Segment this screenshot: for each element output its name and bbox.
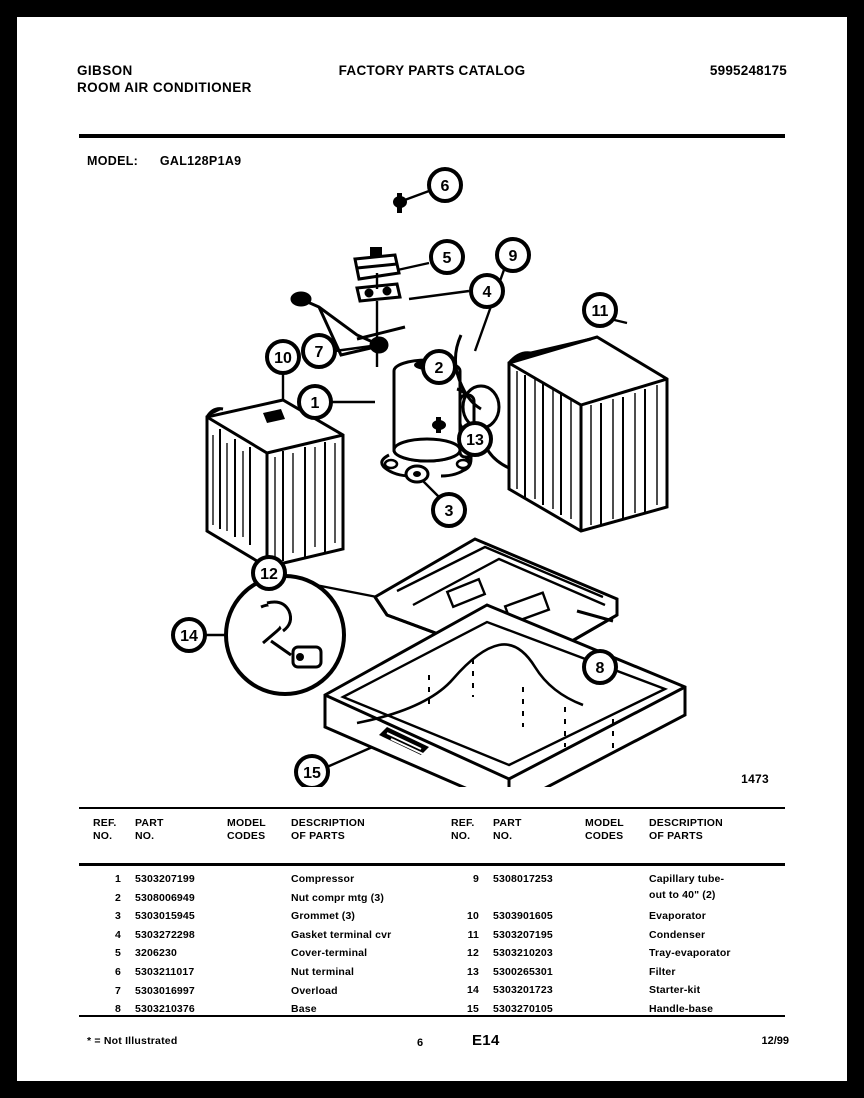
part-starter-kit-detail-bubble	[226, 576, 344, 694]
table-row	[437, 910, 785, 929]
parts-rows-right	[437, 873, 785, 1022]
cell-part-no: 5303901605	[493, 910, 553, 922]
cell-ref-no: 13	[467, 965, 479, 978]
column-header-model-codes: MODEL CODES	[227, 817, 266, 842]
table-row	[79, 985, 427, 1004]
svg-text:14: 14	[180, 628, 198, 645]
drawing-number: 1473	[741, 772, 769, 786]
svg-text:8: 8	[595, 660, 605, 677]
callout-3	[433, 494, 465, 526]
cell-part-no: 5303210376	[135, 1003, 195, 1016]
cell-description: Gasket terminal cvr	[291, 928, 392, 941]
column-header-ref-no: REF. NO.	[93, 817, 117, 842]
cell-ref-no: 6	[115, 965, 121, 978]
cell-part-no: 5303201723	[493, 984, 553, 997]
table-row	[79, 1003, 427, 1022]
svg-text:1: 1	[310, 395, 320, 412]
cell-description: Nut compr mtg (3)	[291, 891, 384, 904]
callout-12	[253, 557, 285, 589]
table-row	[437, 966, 785, 985]
cell-description: Tray-evaporator	[649, 947, 731, 960]
callout-6	[429, 169, 461, 201]
table-row	[437, 1003, 785, 1022]
model-value: GAL128P1A9	[159, 154, 242, 168]
svg-text:3: 3	[444, 503, 454, 520]
svg-text:7: 7	[314, 344, 324, 361]
cell-ref-no: 11	[467, 928, 479, 941]
cell-description: Capillary tube-	[649, 873, 725, 885]
cell-part-no: 5303207195	[493, 928, 553, 941]
cell-ref-no: 12	[467, 947, 479, 960]
cell-description: Base	[291, 1003, 317, 1016]
cell-part-no: 5308006949	[135, 891, 195, 904]
footnote-not-illustrated: * = Not Illustrated	[87, 1035, 178, 1047]
cell-description-continued: out to 40" (2)	[649, 889, 716, 901]
cell-description: Nut terminal	[291, 965, 355, 978]
cell-part-no: 5303016997	[135, 984, 195, 997]
svg-text:13: 13	[466, 432, 484, 449]
parts-table	[79, 807, 785, 1022]
revision-date: 12/99	[761, 1035, 789, 1047]
brand-name: GIBSON	[77, 63, 133, 78]
cell-ref-no: 2	[115, 891, 121, 904]
column-header-model-codes-2: MODEL CODES	[585, 817, 624, 842]
cell-part-no: 5303270105	[493, 1002, 553, 1015]
table-row	[79, 873, 427, 892]
cell-part-no: 5303207199	[135, 873, 195, 885]
cell-ref-no: 7	[115, 984, 121, 997]
cell-ref-no: 5	[115, 947, 121, 960]
svg-text:10: 10	[274, 350, 292, 367]
callout-11	[584, 294, 616, 326]
table-row	[79, 947, 427, 966]
part-gasket-terminal-glyph	[357, 284, 400, 301]
cell-description: Starter-kit	[649, 984, 701, 997]
callout-9	[497, 239, 529, 271]
cell-part-no: 5300265301	[493, 965, 553, 978]
callout-4	[471, 275, 503, 307]
callout-2	[423, 351, 455, 383]
cell-part-no: 5303272298	[135, 928, 195, 941]
callout-13	[459, 423, 491, 455]
callout-15	[296, 756, 328, 787]
cell-ref-no: 15	[467, 1002, 479, 1015]
table-row	[79, 929, 427, 948]
cell-ref-no: 14	[467, 984, 479, 997]
parts-table-right-column	[437, 807, 785, 1017]
svg-text:6: 6	[440, 178, 450, 195]
cell-ref-no: 1	[115, 873, 121, 885]
part-nut-terminal-glyph	[393, 193, 407, 213]
model-label: MODEL:	[87, 154, 139, 168]
page-sheet	[17, 17, 847, 1081]
table-row	[437, 873, 785, 910]
cell-description: Handle-base	[649, 1002, 714, 1015]
callout-14	[173, 619, 205, 651]
callout-5	[431, 241, 463, 273]
parts-table-left-column	[79, 807, 427, 1017]
table-row	[437, 984, 785, 1003]
catalog-page	[17, 17, 847, 1081]
cell-description: Overload	[291, 984, 338, 997]
catalog-title: FACTORY PARTS CATALOG	[338, 63, 526, 78]
brand-subtitle: ROOM AIR CONDITIONER	[77, 80, 252, 95]
model-line	[87, 154, 241, 168]
column-header-ref-no-2: REF. NO.	[451, 817, 475, 842]
table-row	[79, 910, 427, 929]
svg-text:9: 9	[508, 248, 518, 265]
cell-ref-no: 8	[115, 1003, 121, 1016]
callout-8	[584, 651, 616, 683]
cell-part-no: 3206230	[135, 947, 177, 960]
cell-part-no: 5303015945	[135, 910, 195, 923]
svg-text:12: 12	[260, 566, 278, 583]
table-row	[79, 892, 427, 911]
catalog-number: 5995248175	[709, 63, 787, 78]
svg-text:5: 5	[442, 250, 452, 267]
svg-text:2: 2	[434, 360, 444, 377]
callout-1	[299, 386, 331, 418]
column-header-part-no-2: PART NO.	[493, 817, 522, 842]
cell-description: Cover-terminal	[291, 947, 368, 960]
cell-description: Filter	[649, 965, 676, 978]
cell-part-no: 5303210203	[493, 947, 553, 960]
cell-description: Grommet (3)	[291, 910, 356, 923]
callout-10	[267, 341, 299, 373]
callout-7	[303, 335, 335, 367]
exploded-view-illustration	[57, 167, 807, 787]
cell-ref-no: 4	[115, 928, 121, 941]
header-divider	[79, 134, 785, 138]
column-header-description-2: DESCRIPTION OF PARTS	[649, 817, 723, 842]
table-row	[437, 929, 785, 948]
cell-description: Condenser	[649, 928, 706, 941]
cell-part-no: 5308017253	[493, 873, 553, 885]
part-base-glyph	[325, 605, 685, 787]
page-number: 6	[417, 1037, 424, 1049]
table-row	[79, 966, 427, 985]
part-condenser-glyph	[509, 337, 667, 531]
section-code: E14	[472, 1032, 500, 1049]
svg-text:11: 11	[591, 303, 609, 320]
cell-description: Evaporator	[649, 910, 706, 922]
parts-rows-left	[79, 873, 427, 1022]
cell-part-no: 5303211017	[135, 965, 195, 978]
cell-description: Compressor	[291, 873, 355, 885]
cell-ref-no: 3	[115, 910, 121, 923]
part-grommet-glyph	[406, 466, 428, 482]
svg-text:15: 15	[303, 765, 321, 782]
column-header-part-no: PART NO.	[135, 817, 164, 842]
cell-ref-no: 9	[473, 873, 479, 885]
column-header-description: DESCRIPTION OF PARTS	[291, 817, 365, 842]
svg-text:4: 4	[482, 284, 492, 301]
table-row	[437, 947, 785, 966]
part-evaporator-glyph	[207, 400, 343, 567]
cell-ref-no: 10	[467, 910, 479, 922]
